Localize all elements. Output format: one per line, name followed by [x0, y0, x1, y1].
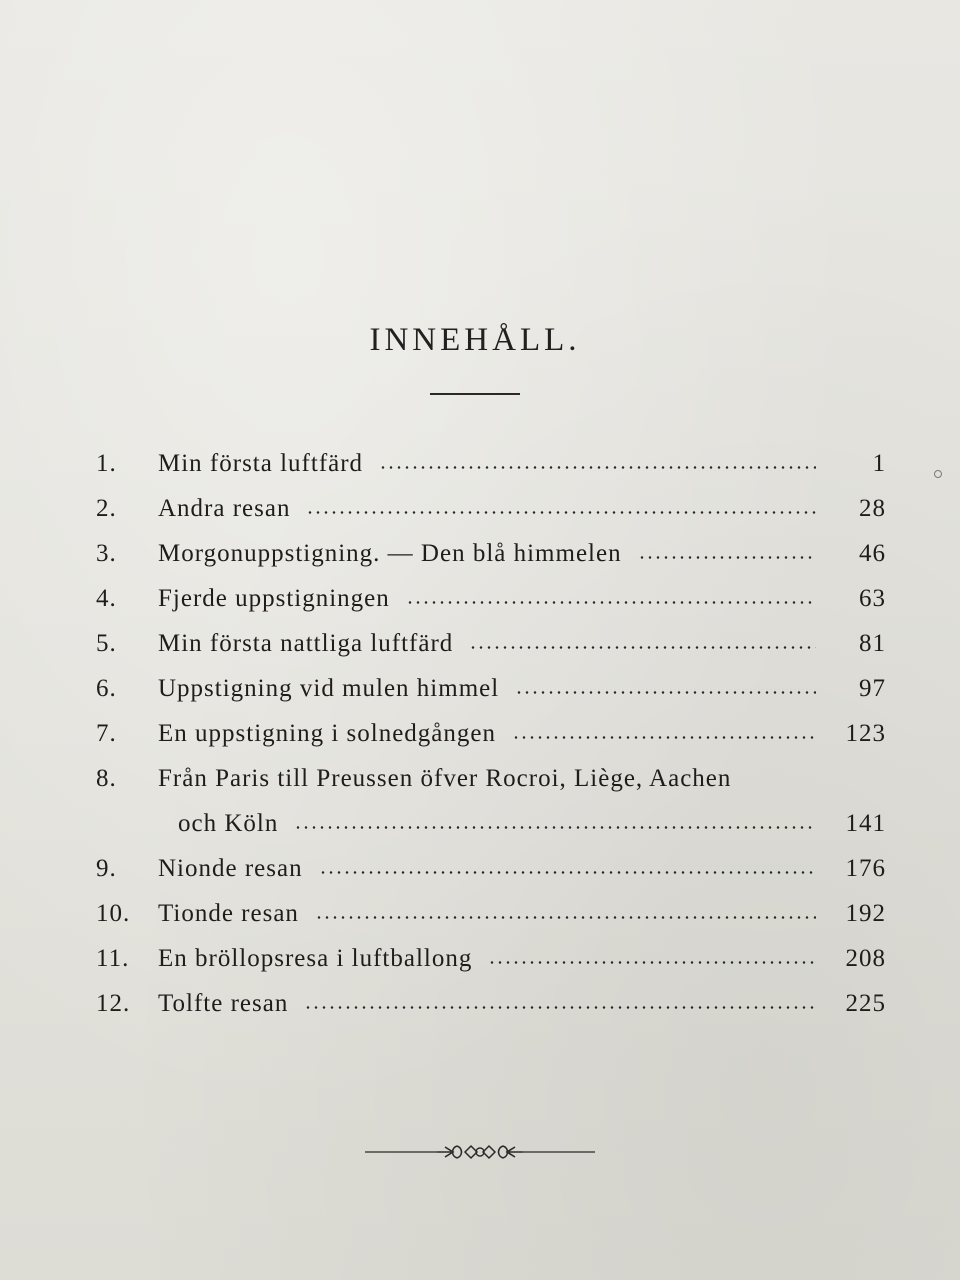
- entry-page-number: 176: [845, 855, 886, 882]
- entry-title-line2: och Köln: [178, 810, 279, 837]
- toc-entry-9: [96, 845, 886, 890]
- dot-leader: [515, 691, 816, 694]
- entry-title: En bröllopsresa i luftballong: [158, 945, 473, 972]
- dot-leader: [294, 826, 816, 829]
- entry-number: 9.: [96, 855, 117, 882]
- title-rule: [430, 393, 520, 395]
- entry-number: 7.: [96, 720, 117, 747]
- dot-leader: [319, 871, 816, 874]
- toc-entry-10: [96, 890, 886, 935]
- entry-title: En uppstigning i solnedgången: [158, 720, 496, 747]
- page-mark: [934, 470, 942, 478]
- entry-title: Nionde resan: [158, 855, 303, 882]
- entry-page-number: 28: [859, 495, 886, 522]
- toc-entry-1: [96, 440, 886, 485]
- entry-page-number: 225: [845, 990, 886, 1017]
- entry-number: 1.: [96, 450, 117, 477]
- entry-number: 2.: [96, 495, 117, 522]
- entry-page-number: 141: [845, 810, 886, 837]
- entry-page-number: 81: [859, 630, 886, 657]
- entry-number: 6.: [96, 675, 117, 702]
- dot-leader: [306, 511, 816, 514]
- toc-entry-11: [96, 935, 886, 980]
- entry-page-number: 1: [872, 450, 886, 477]
- table-of-contents: [96, 440, 886, 1025]
- toc-entry-2: [96, 485, 886, 530]
- entry-page-number: 63: [859, 585, 886, 612]
- dot-leader: [379, 466, 816, 469]
- entry-number: 11.: [96, 945, 130, 972]
- entry-title: Morgonuppstigning. — Den blå himmelen: [158, 540, 622, 567]
- entry-title: Andra resan: [158, 495, 291, 522]
- dot-leader: [469, 646, 816, 649]
- entry-title: Uppstigning vid mulen himmel: [158, 675, 500, 702]
- toc-entry-5: [96, 620, 886, 665]
- dot-leader: [488, 961, 816, 964]
- entry-number: 10.: [96, 900, 131, 927]
- dot-leader: [315, 916, 816, 919]
- toc-entry-7: [96, 710, 886, 755]
- entry-number: 8.: [96, 765, 117, 792]
- entry-number: 5.: [96, 630, 117, 657]
- entry-title: Min första luftfärd: [158, 450, 364, 477]
- entry-page-number: 123: [845, 720, 886, 747]
- entry-title: Min första nattliga luftfärd: [158, 630, 454, 657]
- entry-page-number: 97: [859, 675, 886, 702]
- toc-entry-3: [96, 530, 886, 575]
- entry-number: 3.: [96, 540, 117, 567]
- page-title: INNEHÅLL.: [369, 322, 581, 358]
- toc-entry-8: [96, 755, 886, 845]
- dot-leader: [638, 556, 816, 559]
- decorative-ornament: [365, 1140, 595, 1164]
- entry-title: Fjerde uppstigningen: [158, 585, 390, 612]
- toc-entry-4: [96, 575, 886, 620]
- dot-leader: [304, 1006, 816, 1009]
- entry-page-number: 46: [859, 540, 886, 567]
- dot-leader: [406, 601, 816, 604]
- entry-page-number: 192: [845, 900, 886, 927]
- entry-page-number: 208: [845, 945, 886, 972]
- entry-title: Tionde resan: [158, 900, 299, 927]
- entry-title: Tolfte resan: [158, 990, 289, 1017]
- toc-entry-6: [96, 665, 886, 710]
- entry-number: 4.: [96, 585, 117, 612]
- entry-number: 12.: [96, 990, 131, 1017]
- entry-title-line1: Från Paris till Preussen öfver Rocroi, Liège, Aachen: [158, 765, 732, 792]
- toc-entry-12: [96, 980, 886, 1025]
- dot-leader: [512, 736, 816, 739]
